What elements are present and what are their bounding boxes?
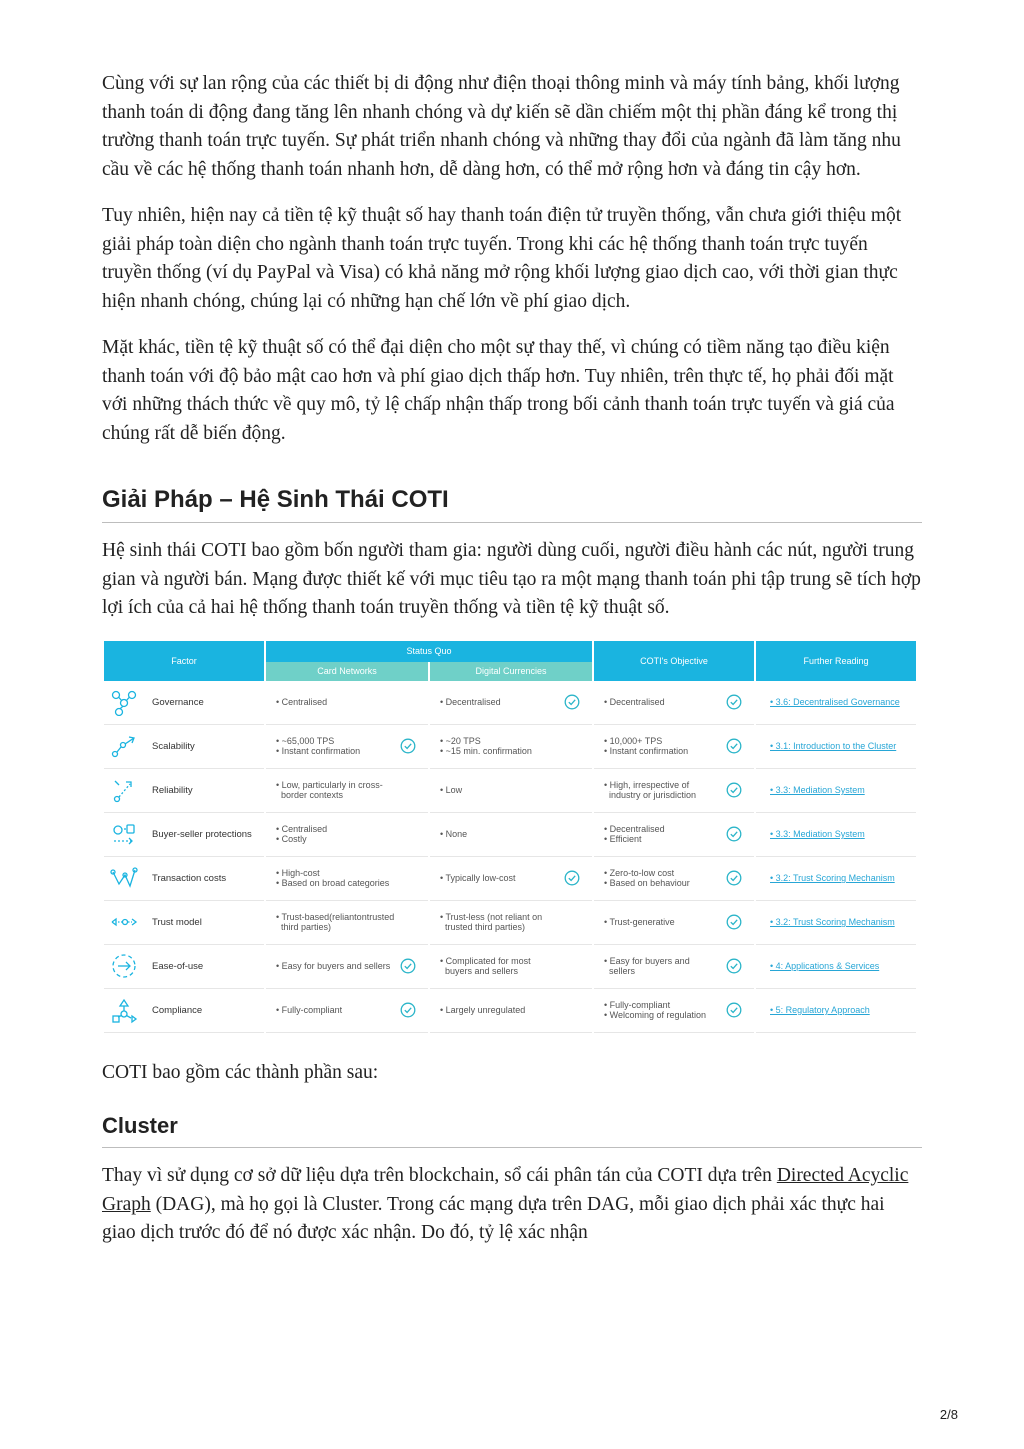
checkmark-icon	[400, 958, 416, 974]
digital-currencies-cell-text	[440, 829, 467, 840]
cell-line: • High, irrespective of	[604, 779, 690, 790]
table-row	[104, 901, 916, 945]
header-card-networks: Card Networks	[266, 662, 428, 681]
further-reading-cell	[756, 681, 916, 725]
header-coti-objective: COTI's Objective	[594, 641, 754, 681]
card-networks-cell-text	[276, 868, 389, 889]
document-page	[102, 70, 922, 1266]
cell-line: • Instant confirmation	[604, 746, 689, 756]
further-reading-link[interactable]: • 3.2: Trust Scoring Mechanism	[770, 917, 895, 927]
reliability-arrow-icon	[110, 776, 138, 804]
digital-currencies-cell	[430, 681, 592, 725]
cell-line: buyers and sellers	[440, 966, 519, 976]
factor-cell	[104, 901, 264, 945]
cell-line: • Welcoming of regulation	[604, 1010, 707, 1020]
cell-line: • ~65,000 TPS	[276, 735, 335, 746]
paragraph-coti-ecosystem: Hệ sinh thái COTI bao gồm bốn người tham gia: người dùng cuối, người điều hành các nút, người trung gian và người bán. Mạng được thiết kế với mục tiêu tạo ra một mạng thanh toán phi tập trung sẽ tích hợp lợi ích của cả hai hệ thống thanh toán truyền thống và tiền tệ kỹ thuật số.	[102, 540, 921, 618]
paragraph-digital-currency: Mặt khác, tiền tệ kỹ thuật số có thể đại diện cho một sự thay thế, vì chúng có tiềm năng tạo điều kiện thanh toán với độ bảo mật cao hơn và phí giao dịch thấp hơn. Tuy nhiên, trên thực tế, họ phải đối mặt với những thách thức về quy mô, tỷ lệ chấp nhận thấp trong bối cảnh thanh toán trực tuyến và giá của chúng rất dễ biến động.	[102, 337, 895, 444]
cell-line: • Decentralised	[604, 696, 665, 707]
header-status-quo: Status Quo	[266, 641, 592, 662]
digital-currencies-cell-text	[440, 736, 532, 757]
checkmark-icon	[726, 826, 742, 842]
comparison-table-figure	[102, 641, 918, 1033]
coti-objective-cell	[594, 989, 754, 1033]
card-networks-cell	[266, 725, 428, 769]
cell-line: • Easy for buyers and	[604, 955, 690, 966]
factor-cell	[104, 989, 264, 1033]
cell-line: • 10,000+ TPS	[604, 735, 663, 746]
cell-line: • Efficient	[604, 834, 642, 844]
factor-label: Governance	[152, 696, 204, 708]
table-row	[104, 725, 916, 769]
checkmark-icon	[400, 738, 416, 754]
cell-line: • Costly	[276, 834, 307, 844]
protection-icon	[110, 820, 138, 848]
heading-solution: Giải Pháp – Hệ Sinh Thái COTI	[102, 466, 922, 523]
cell-line: • Based on broad categories	[276, 878, 390, 888]
card-networks-cell	[266, 989, 428, 1033]
coti-objective-cell	[594, 901, 754, 945]
card-networks-cell	[266, 857, 428, 901]
coti-objective-cell	[594, 769, 754, 813]
table-row	[104, 945, 916, 989]
card-networks-cell-text	[276, 912, 394, 933]
factor-label: Trust model	[152, 916, 202, 928]
cell-line: • High-cost	[276, 867, 320, 878]
coti-objective-cell-text	[604, 868, 690, 889]
factor-cell	[104, 857, 264, 901]
factor-label: Reliability	[152, 784, 193, 796]
cell-line: • Centralised	[276, 823, 328, 834]
card-networks-cell-text	[276, 961, 390, 972]
further-reading-cell	[756, 769, 916, 813]
factor-label: Ease-of-use	[152, 960, 204, 972]
zigzag-cost-icon	[110, 864, 138, 892]
cluster-text-after: (DAG), mà họ gọi là Cluster. Trong các mạng dựa trên DAG, mỗi giao dịch phải xác thực hai giao dịch trước đó để nó được xác nhận. Do đó, tỷ lệ xác nhận	[102, 1193, 885, 1243]
factor-cell	[104, 725, 264, 769]
further-reading-link[interactable]: • 3.2: Trust Scoring Mechanism	[770, 873, 895, 883]
cell-line: • Complicated for most	[440, 955, 531, 966]
compliance-shapes-icon	[110, 996, 138, 1024]
cell-line: • ~20 TPS	[440, 735, 481, 746]
header-further-reading: Further Reading	[756, 641, 916, 681]
card-networks-cell	[266, 769, 428, 813]
cell-line: trusted third parties)	[440, 922, 526, 932]
further-reading-cell	[756, 857, 916, 901]
paragraph-current-solutions: Tuy nhiên, hiện nay cả tiền tệ kỹ thuật số hay thanh toán điện tử truyền thống, vẫn chưa giới thiệu một giải pháp toàn diện cho ngành thanh toán trực tuyến. Trong khi các hệ thống thanh toán trực tuyến truyền thống (ví dụ PayPal và Visa) có khả năng mở rộng khối lượng giao dịch cao, với thời gian thực hiện nhanh chóng, chúng lại có những hạn chế lớn về phí giao dịch.	[102, 205, 902, 312]
further-reading-link[interactable]: • 5: Regulatory Approach	[770, 1005, 870, 1015]
cell-line: • Centralised	[276, 696, 328, 707]
heading-cluster: Cluster	[102, 1105, 922, 1148]
header-factor: Factor	[104, 641, 264, 681]
coti-objective-cell	[594, 725, 754, 769]
factor-cell	[104, 945, 264, 989]
coti-objective-cell	[594, 945, 754, 989]
coti-objective-cell	[594, 681, 754, 725]
table-row	[104, 989, 916, 1033]
coti-objective-cell-text	[604, 736, 688, 757]
cell-line: • Decentralised	[440, 696, 501, 707]
card-networks-cell	[266, 681, 428, 725]
network-nodes-icon	[110, 688, 138, 716]
scale-arrow-icon	[110, 732, 138, 760]
digital-currencies-cell	[430, 901, 592, 945]
checkmark-icon	[726, 738, 742, 754]
further-reading-cell	[756, 725, 916, 769]
trust-arrows-icon	[110, 908, 138, 936]
card-networks-cell-text	[276, 736, 360, 757]
coti-objective-cell-text	[604, 780, 696, 801]
cell-line: • Fully-compliant	[276, 1004, 343, 1015]
further-reading-cell	[756, 813, 916, 857]
digital-currencies-cell-text	[440, 956, 531, 977]
checkmark-icon	[726, 782, 742, 798]
checkmark-icon	[726, 694, 742, 710]
cell-line: • Based on behaviour	[604, 878, 690, 888]
cell-line: sellers	[604, 966, 636, 976]
card-networks-cell	[266, 945, 428, 989]
factor-cell	[104, 813, 264, 857]
paragraph-mobile-payments: Cùng với sự lan rộng của các thiết bị di động như điện thoại thông minh và máy tính bảng, khối lượng thanh toán di động đang tăng lên nhanh chóng và dự kiến sẽ dần chiếm một thị phần đáng kể trong thị trường thanh toán trực tuyến. Sự phát triển nhanh chóng và những thay đổi của ngành đã làm tăng nhu cầu về các hệ thống thanh toán nhanh hơn, dễ dàng hơn, có thể mở rộng hơn và đáng tin cậy hơn.	[102, 73, 901, 180]
cell-line: • Largely unregulated	[440, 1004, 526, 1015]
checkmark-icon	[726, 870, 742, 886]
table-row	[104, 857, 916, 901]
digital-currencies-cell	[430, 725, 592, 769]
factor-cell	[104, 681, 264, 725]
digital-currencies-cell	[430, 813, 592, 857]
checkmark-icon	[564, 694, 580, 710]
card-networks-cell-text	[276, 780, 383, 801]
digital-currencies-cell	[430, 857, 592, 901]
further-reading-link[interactable]: • 3.3: Mediation System	[770, 829, 865, 839]
cell-line: industry or jurisdiction	[604, 790, 697, 800]
card-networks-cell-text	[276, 697, 327, 708]
checkmark-icon	[726, 914, 742, 930]
cell-line: border contexts	[276, 790, 344, 800]
cell-line: • Zero-to-low cost	[604, 867, 675, 878]
factor-cell	[104, 769, 264, 813]
digital-currencies-cell-text	[440, 697, 501, 708]
table-body	[104, 681, 916, 1033]
digital-currencies-cell-text	[440, 912, 542, 933]
coti-objective-cell-text	[604, 824, 665, 845]
coti-objective-cell	[594, 813, 754, 857]
cell-line: • Fully-compliant	[604, 999, 671, 1010]
coti-objective-cell-text	[604, 697, 665, 708]
cell-line: • Typically low-cost	[440, 872, 516, 883]
cell-line: • None	[440, 828, 468, 839]
cell-line: • Easy for buyers and sellers	[276, 960, 391, 971]
checkmark-icon	[726, 958, 742, 974]
card-networks-cell	[266, 901, 428, 945]
cell-line: • Decentralised	[604, 823, 665, 834]
cell-line: • Low	[440, 784, 463, 795]
further-reading-link[interactable]: • 3.1: Introduction to the Cluster	[770, 741, 897, 751]
table-row	[104, 813, 916, 857]
dag-link[interactable]: Directed Acyclic Graph	[102, 1165, 909, 1215]
digital-currencies-cell-text	[440, 873, 516, 884]
checkmark-icon	[400, 1002, 416, 1018]
paragraph-components: COTI bao gồm các thành phần sau:	[102, 1061, 379, 1083]
digital-currencies-cell-text	[440, 785, 462, 796]
further-reading-link[interactable]: • 3.3: Mediation System	[770, 785, 865, 795]
factor-label: Buyer-seller protections	[152, 828, 252, 840]
page-number: 2/8	[939, 1407, 958, 1422]
coti-objective-cell-text	[604, 1000, 706, 1021]
coti-objective-cell-text	[604, 956, 690, 977]
card-networks-cell	[266, 813, 428, 857]
comparison-table	[102, 641, 918, 1033]
factor-label: Compliance	[152, 1004, 203, 1016]
further-reading-cell	[756, 989, 916, 1033]
cell-line: • Trust-less (not reliant on	[440, 911, 543, 922]
further-reading-link[interactable]: • 4: Applications & Services	[770, 961, 880, 971]
digital-currencies-cell	[430, 769, 592, 813]
card-networks-cell-text	[276, 1005, 342, 1016]
digital-currencies-cell-text	[440, 1005, 525, 1016]
checkmark-icon	[564, 870, 580, 886]
header-digital-currencies: Digital Currencies	[430, 662, 592, 681]
further-reading-cell	[756, 945, 916, 989]
factor-label: Scalability	[152, 740, 195, 752]
cell-line: • ~15 min. confirmation	[440, 746, 532, 756]
ease-arrow-circle-icon	[110, 952, 138, 980]
digital-currencies-cell	[430, 989, 592, 1033]
card-networks-cell-text	[276, 824, 327, 845]
further-reading-link[interactable]: • 3.6: Decentralised Governance	[770, 697, 900, 707]
cell-line: • Low, particularly in cross-	[276, 779, 383, 790]
cell-line: • Trust-generative	[604, 916, 675, 927]
paragraph-cluster	[102, 1162, 922, 1248]
cell-line: • Instant confirmation	[276, 746, 361, 756]
cell-line: third parties)	[276, 922, 332, 932]
cluster-text-before: Thay vì sử dụng cơ sở dữ liệu dựa trên blockchain, sổ cái phân tán của COTI dựa trên	[102, 1165, 777, 1186]
coti-objective-cell	[594, 857, 754, 901]
factor-label: Transaction costs	[152, 872, 227, 884]
coti-objective-cell-text	[604, 917, 675, 928]
cell-line: • Trust-based(reliantontrusted	[276, 911, 395, 922]
checkmark-icon	[726, 1002, 742, 1018]
table-row	[104, 769, 916, 813]
table-row	[104, 681, 916, 725]
further-reading-cell	[756, 901, 916, 945]
digital-currencies-cell	[430, 945, 592, 989]
